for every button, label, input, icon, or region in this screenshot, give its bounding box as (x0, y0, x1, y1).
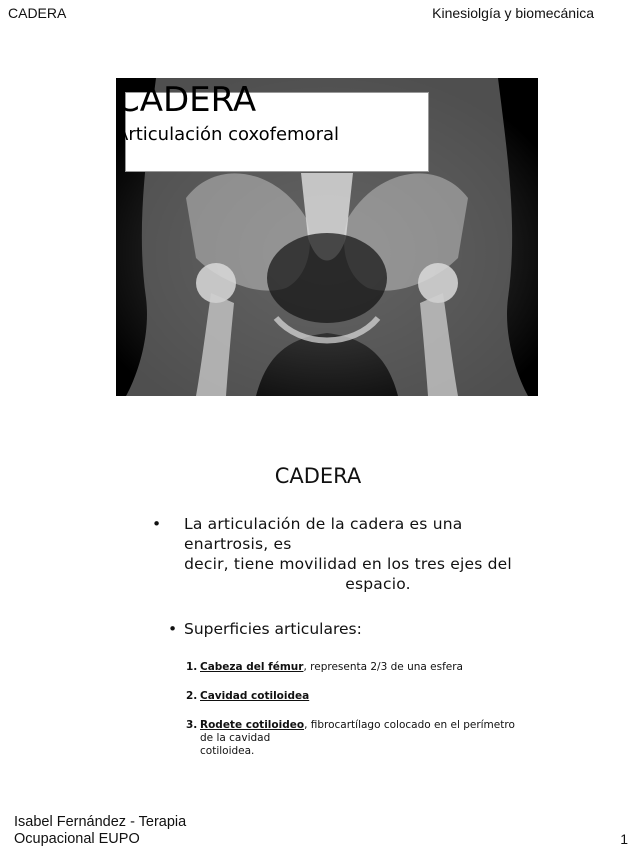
list-item (186, 690, 531, 703)
header-right: Kinesiolgía y biomecánica (432, 5, 594, 21)
list-item-key: Cavidad cotiloidea (200, 690, 310, 702)
slide-subtitle: Articulación coxofemoral (116, 124, 340, 145)
bullet2-text: Superficies articulares: (184, 620, 362, 638)
bullet-dot: • (168, 620, 178, 638)
bullet1-line3: decir, tiene movilidad en los tres ejes del (184, 555, 512, 573)
bullet-dot: • (152, 515, 162, 533)
bullet-superficies (168, 620, 362, 638)
list-item-number: 2. (186, 690, 198, 702)
list-item (186, 661, 531, 674)
slide-title: CADERA (116, 80, 257, 120)
list-item-number: 1. (186, 661, 198, 673)
bullet-articulacion (152, 514, 528, 594)
footer-line1: Isabel Fernández - Terapia (14, 814, 187, 830)
surfaces-list (186, 661, 531, 774)
slide2-title: CADERA (274, 464, 362, 488)
header-left: CADERA (8, 5, 67, 21)
page-number: 1 (620, 831, 628, 847)
list-item (186, 719, 531, 758)
bullet1-line1: La articulación de la cadera es una (184, 515, 463, 533)
list-item-key: Rodete cotiloideo (200, 719, 305, 731)
pelvis-xray-image (116, 78, 538, 396)
bullet1-line2: enartrosis, es (184, 535, 292, 553)
list-item-text-cont: cotiloidea. (200, 745, 255, 757)
list-item-text: , fibrocartílago colocado en el perímetro de la cavidad (200, 719, 515, 744)
bullet1-line4: espacio. (345, 575, 411, 593)
list-item-text: , representa 2/3 de una esfera (303, 661, 463, 673)
footer-line2: Ocupacional EUPO (14, 831, 140, 847)
list-item-number: 3. (186, 719, 198, 731)
footer-author (14, 814, 186, 848)
list-item-key: Cabeza del fémur (200, 661, 304, 673)
